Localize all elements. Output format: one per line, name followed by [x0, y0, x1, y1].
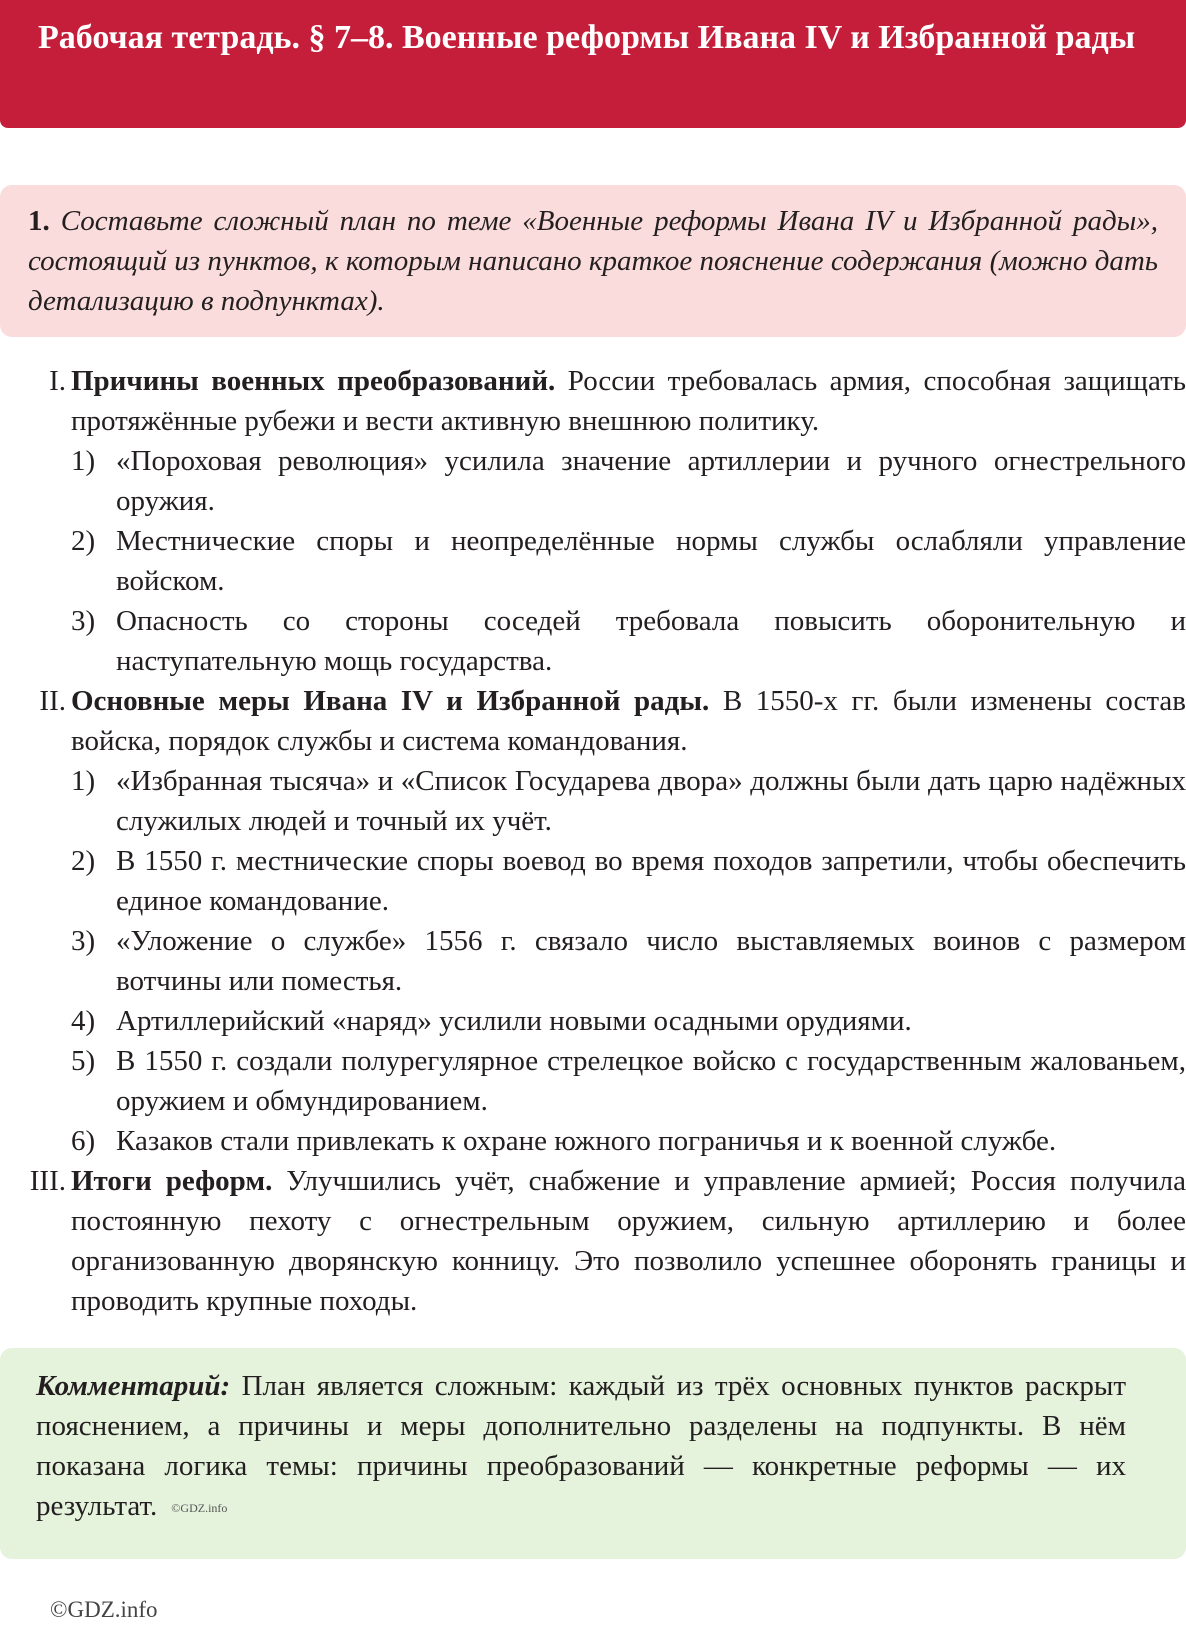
section-text: России требовалась армия, способная защищать протяжённые рубежи и вести активную внешнюю политику. [71, 365, 1186, 437]
page-title: Рабочая тетрадь. § 7–8. Военные реформы Ивана IV и Избранной рады [38, 19, 1136, 56]
plan-section-3 [0, 1161, 1186, 1321]
comment-body: План является сложным: каждый из трёх основных пунктов раскрыт пояснением, а причины и меры дополнительно разделены на подпункты. В нём показана логика темы: причины преобразований — конкретные реформы — их результат. [36, 1370, 1127, 1522]
comment-box [0, 1348, 1186, 1559]
subitem-text: Местнические споры и неопределённые нормы службы ослабляли управление войском. [116, 525, 1186, 597]
plan-subitem [0, 1041, 1186, 1121]
section-heading: Итоги реформ. [71, 1165, 273, 1197]
task-question: Составьте сложный план по теме «Военные реформы Ивана IV и Избранной рады», состоящий из пунктов, к которым написано краткое пояснение содержания (можно дать детализацию в подпунктах). [28, 205, 1159, 317]
section-heading: Основные меры Ивана IV и Избранной рады. [71, 685, 710, 717]
subitem-number: 3) [71, 925, 96, 957]
comment-text [36, 1366, 1126, 1528]
subitem-number: 4) [71, 1005, 96, 1037]
plan-subitem [0, 841, 1186, 921]
subitem-text: Опасность со стороны соседей требовала повысить оборонительную и наступательную мощь государства. [116, 605, 1186, 677]
plan-subitem [0, 761, 1186, 841]
task-number: 1. [28, 205, 50, 237]
subitem-text: В 1550 г. местнические споры воевод во время походов запретили, чтобы обеспечить единое командование. [116, 845, 1186, 917]
section-number: I. [49, 365, 66, 397]
plan-subitem [0, 1121, 1186, 1161]
task-box [0, 185, 1186, 337]
plan-section-2 [0, 681, 1186, 761]
subitem-number: 5) [71, 1045, 96, 1077]
subitem-number: 2) [71, 525, 96, 557]
subitem-number: 6) [71, 1125, 96, 1157]
plan-subitem [0, 1001, 1186, 1041]
section-text: Улучшились учёт, снабжение и управление армией; Россия получила постоянную пехоту с огнестрельным оружием, сильную артиллерию и более организованную дворянскую конницу. Это позволило успешнее оборонять границы и проводить крупные походы. [71, 1165, 1186, 1317]
inline-watermark: ©GDZ.info [171, 1501, 228, 1516]
plan-subitem [0, 921, 1186, 1001]
task-text [28, 201, 1158, 321]
section-number: III. [29, 1165, 66, 1197]
section-heading: Причины военных преобразований. [71, 365, 556, 397]
subitem-text: В 1550 г. создали полурегулярное стрелецкое войско с государственным жалованьем, оружием и обмундированием. [116, 1045, 1186, 1117]
section-text: В 1550-х гг. были изменены состав войска, порядок службы и система командования. [71, 685, 1186, 757]
header-bar [0, 0, 1186, 128]
footer-watermark: ©GDZ.info [50, 1597, 158, 1622]
subitem-number: 1) [71, 765, 96, 797]
comment-label: Комментарий: [36, 1370, 231, 1402]
subitem-text: «Пороховая революция» усилила значение артиллерии и ручного огнестрельного оружия. [116, 445, 1186, 517]
plan-section-1 [0, 361, 1186, 441]
plan-subitem [0, 441, 1186, 521]
plan-subitem [0, 601, 1186, 681]
subitem-text: «Уложение о службе» 1556 г. связало число выставляемых воинов с размером вотчины или поместья. [116, 925, 1186, 997]
subitem-text: Казаков стали привлекать к охране южного пограничья и к военной службе. [116, 1125, 1057, 1157]
section-number: II. [39, 685, 66, 717]
subitem-number: 3) [71, 605, 96, 637]
plan-answer [0, 361, 1186, 1321]
subitem-number: 2) [71, 845, 96, 877]
subitem-text: Артиллерийский «наряд» усилили новыми осадными орудиями. [116, 1005, 912, 1037]
subitem-text: «Избранная тысяча» и «Список Государева двора» должны были дать царю надёжных служилых людей и точный их учёт. [116, 765, 1186, 837]
plan-subitem [0, 521, 1186, 601]
subitem-number: 1) [71, 445, 96, 477]
